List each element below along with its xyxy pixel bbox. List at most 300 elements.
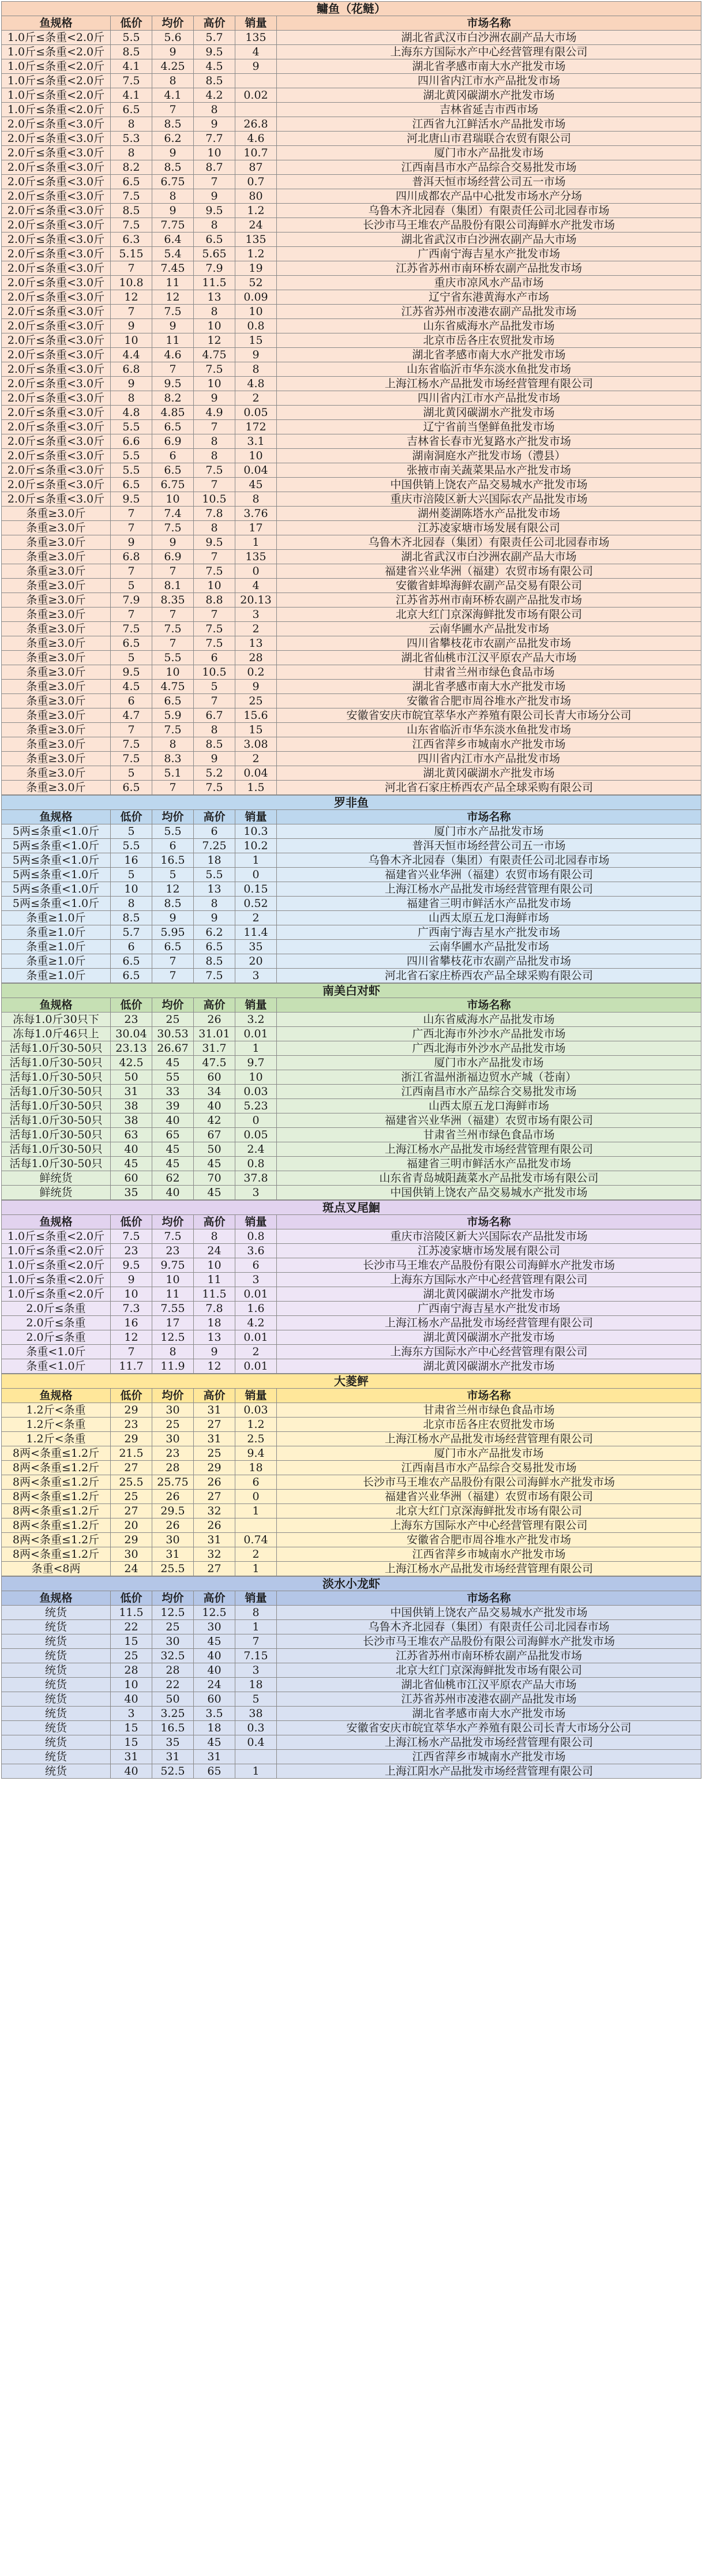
avg-price-cell: 5.5	[152, 651, 194, 665]
high-price-cell: 8	[194, 897, 235, 911]
avg-price-cell: 30.53	[152, 1027, 194, 1041]
spec-cell: 8两<条重≤1.2斤	[2, 1475, 111, 1490]
high-price-cell: 3.5	[194, 1707, 235, 1721]
spec-cell: 1.0斤≤条重<2.0斤	[2, 45, 111, 59]
spec-cell: 8两<条重≤1.2斤	[2, 1446, 111, 1461]
market-name-cell: 江西南昌市水产品综合交易批发市场	[277, 160, 701, 175]
avg-price-cell: 6.75	[152, 175, 194, 189]
spec-cell: 活每1.0斤30-50只	[2, 1142, 111, 1157]
avg-price-cell: 8	[152, 1345, 194, 1359]
high-price-cell: 6.5	[194, 233, 235, 247]
table-row	[2, 622, 701, 636]
high-price-cell: 45	[194, 1634, 235, 1649]
avg-price-cell: 9	[152, 911, 194, 925]
market-name-cell: 中国供销上饶农产品交易城水产批发市场	[277, 1186, 701, 1200]
avg-price-cell: 7	[152, 564, 194, 579]
header-row	[2, 1389, 701, 1403]
market-name-cell: 乌鲁木齐北园春（集团）有限责任公司北园春市场	[277, 1620, 701, 1634]
spec-cell: 条重≥3.0斤	[2, 550, 111, 564]
volume-cell: 3.6	[235, 1244, 277, 1258]
low-price-cell: 9	[111, 319, 152, 333]
high-price-cell: 6	[194, 824, 235, 839]
low-price-cell: 35	[111, 1186, 152, 1200]
low-price-cell: 7.5	[111, 737, 152, 752]
column-header-low: 低价	[111, 1389, 152, 1403]
high-price-cell: 30	[194, 1620, 235, 1634]
table-row	[2, 1070, 701, 1085]
market-name-cell: 江苏省苏州市凌港农副产品批发市场	[277, 1692, 701, 1707]
table-row	[2, 1359, 701, 1374]
market-name-cell: 甘肃省兰州市绿色食品市场	[277, 1128, 701, 1142]
volume-cell: 38	[235, 1707, 277, 1721]
high-price-cell: 7.5	[194, 564, 235, 579]
spec-cell: 1.0斤≤条重<2.0斤	[2, 1273, 111, 1287]
column-header-spec: 鱼规格	[2, 998, 111, 1013]
volume-cell: 3.08	[235, 737, 277, 752]
low-price-cell: 7	[111, 608, 152, 622]
high-price-cell: 8	[194, 103, 235, 117]
volume-cell: 10	[235, 1070, 277, 1085]
market-name-cell: 云南华圃水产品批发市场	[277, 622, 701, 636]
table-row	[2, 853, 701, 868]
high-price-cell: 7	[194, 478, 235, 492]
volume-cell: 2	[235, 1345, 277, 1359]
table-row	[2, 74, 701, 88]
table-row	[2, 897, 701, 911]
high-price-cell: 8.5	[194, 74, 235, 88]
low-price-cell: 4.4	[111, 348, 152, 362]
price-report	[1, 1, 701, 1779]
market-name-cell: 厦门市水产品批发市场	[277, 1446, 701, 1461]
low-price-cell: 29	[111, 1403, 152, 1418]
market-name-cell: 湖北黄冈碳湖水产批发市场	[277, 1359, 701, 1374]
market-name-cell: 乌鲁木齐北园春（集团）有限责任公司北园春市场	[277, 535, 701, 550]
table-row	[2, 1446, 701, 1461]
spec-cell: 8两<条重≤1.2斤	[2, 1518, 111, 1533]
high-price-cell: 9	[194, 117, 235, 132]
avg-price-cell: 9	[152, 319, 194, 333]
avg-price-cell: 16.5	[152, 853, 194, 868]
table-row	[2, 1649, 701, 1663]
column-header-spec: 鱼规格	[2, 16, 111, 31]
table-row	[2, 1316, 701, 1330]
market-name-cell: 长沙市马王堆农产品股份有限公司海鲜水产批发市场	[277, 218, 701, 233]
volume-cell: 0.4	[235, 1735, 277, 1750]
spec-cell: 1.0斤≤条重<2.0斤	[2, 1287, 111, 1302]
market-name-cell: 福建省兴业华洲（福建）农贸市场有限公司	[277, 1490, 701, 1504]
spec-cell: 5两≤条重<1.0斤	[2, 868, 111, 882]
table-row	[2, 218, 701, 233]
high-price-cell: 8	[194, 723, 235, 737]
low-price-cell: 10	[111, 882, 152, 897]
table-row	[2, 492, 701, 507]
column-header-high: 高价	[194, 16, 235, 31]
market-name-cell: 福建省三明市鲜活水产品批发市场	[277, 897, 701, 911]
high-price-cell: 5.65	[194, 247, 235, 261]
low-price-cell: 7	[111, 261, 152, 276]
volume-cell: 0.09	[235, 290, 277, 305]
volume-cell: 135	[235, 233, 277, 247]
high-price-cell: 7	[194, 608, 235, 622]
section-title: 淡水小龙虾	[2, 1577, 701, 1591]
market-name-cell: 长沙市马王堆农产品股份有限公司海鲜水产批发市场	[277, 1258, 701, 1273]
volume-cell: 8	[235, 1606, 277, 1620]
table-row	[2, 1099, 701, 1113]
volume-cell: 9	[235, 348, 277, 362]
volume-cell: 4	[235, 579, 277, 593]
high-price-cell: 26	[194, 1518, 235, 1533]
market-name-cell: 湖北省仙桃市江汉平原农产品大市场	[277, 1678, 701, 1692]
spec-cell: 2.0斤≤条重<3.0斤	[2, 305, 111, 319]
low-price-cell: 25.5	[111, 1475, 152, 1490]
volume-cell: 2	[235, 1547, 277, 1562]
spec-cell: 2.0斤≤条重<3.0斤	[2, 247, 111, 261]
avg-price-cell: 33	[152, 1085, 194, 1099]
header-row	[2, 998, 701, 1013]
market-name-cell: 湖北省孝感市南大水产批发市场	[277, 59, 701, 74]
volume-cell: 19	[235, 261, 277, 276]
table-row	[2, 1302, 701, 1316]
avg-price-cell: 11	[152, 333, 194, 348]
header-row	[2, 1591, 701, 1606]
market-name-cell: 厦门市水产品批发市场	[277, 1056, 701, 1070]
spec-cell: 2.0斤≤条重<3.0斤	[2, 233, 111, 247]
spec-cell: 统货	[2, 1606, 111, 1620]
spec-cell: 条重≥3.0斤	[2, 507, 111, 521]
high-price-cell: 10	[194, 146, 235, 160]
price-table	[1, 1576, 701, 1779]
avg-price-cell: 25	[152, 1620, 194, 1634]
avg-price-cell: 8	[152, 189, 194, 204]
table-row	[2, 651, 701, 665]
volume-cell: 52	[235, 276, 277, 290]
market-name-cell: 重庆市涪陵区新大兴国际农产品批发市场	[277, 492, 701, 507]
avg-price-cell: 8.35	[152, 593, 194, 608]
low-price-cell: 10	[111, 1678, 152, 1692]
market-name-cell: 四川成都农产品中心批发市场水产分场	[277, 189, 701, 204]
volume-cell: 2.5	[235, 1432, 277, 1446]
low-price-cell: 23	[111, 1244, 152, 1258]
volume-cell: 0.01	[235, 1359, 277, 1374]
low-price-cell: 31	[111, 1085, 152, 1099]
spec-cell: 条重≥3.0斤	[2, 579, 111, 593]
spec-cell: 2.0斤≤条重	[2, 1302, 111, 1316]
low-price-cell: 5	[111, 651, 152, 665]
spec-cell: 5两≤条重<1.0斤	[2, 824, 111, 839]
volume-cell: 1	[235, 1041, 277, 1056]
spec-cell: 条重<1.0斤	[2, 1359, 111, 1374]
table-row	[2, 1142, 701, 1157]
volume-cell: 0.05	[235, 1128, 277, 1142]
market-name-cell: 吉林省长春市光复路水产批发市场	[277, 434, 701, 449]
market-name-cell: 安徽省安庆市皖宜萃华水产养殖有限公司长青大市场分公司	[277, 708, 701, 723]
low-price-cell: 5.5	[111, 839, 152, 853]
table-row	[2, 1244, 701, 1258]
volume-cell: 3	[235, 1663, 277, 1678]
spec-cell: 8两<条重≤1.2斤	[2, 1504, 111, 1518]
spec-cell: 2.0斤≤条重<3.0斤	[2, 362, 111, 377]
volume-cell: 0.02	[235, 88, 277, 103]
low-price-cell: 7.5	[111, 189, 152, 204]
low-price-cell: 12	[111, 1330, 152, 1345]
volume-cell: 15	[235, 723, 277, 737]
market-name-cell: 湖北黄冈碳湖水产批发市场	[277, 88, 701, 103]
low-price-cell: 4.1	[111, 88, 152, 103]
high-price-cell: 9	[194, 911, 235, 925]
volume-cell: 10.3	[235, 824, 277, 839]
volume-cell: 5	[235, 1692, 277, 1707]
high-price-cell: 7.5	[194, 781, 235, 795]
avg-price-cell: 28	[152, 1663, 194, 1678]
table-row	[2, 535, 701, 550]
spec-cell: 5两≤条重<1.0斤	[2, 853, 111, 868]
market-name-cell: 湖北省武汉市白沙洲农副产品大市场	[277, 550, 701, 564]
volume-cell: 2.4	[235, 1142, 277, 1157]
volume-cell: 3.76	[235, 507, 277, 521]
volume-cell: 2	[235, 622, 277, 636]
volume-cell: 3	[235, 608, 277, 622]
volume-cell: 45	[235, 478, 277, 492]
market-name-cell: 福建省兴业华洲（福建）农贸市场有限公司	[277, 564, 701, 579]
avg-price-cell: 7.5	[152, 723, 194, 737]
table-row	[2, 1345, 701, 1359]
volume-cell: 0.05	[235, 406, 277, 420]
market-name-cell: 长沙市马王堆农产品股份有限公司海鲜水产批发市场	[277, 1475, 701, 1490]
spec-cell: 统货	[2, 1735, 111, 1750]
avg-price-cell: 7	[152, 362, 194, 377]
market-name-cell: 江西省萍乡市城南水产批发市场	[277, 737, 701, 752]
table-row	[2, 132, 701, 146]
table-row	[2, 1490, 701, 1504]
low-price-cell: 25	[111, 1649, 152, 1663]
avg-price-cell: 31	[152, 1547, 194, 1562]
volume-cell: 0.8	[235, 319, 277, 333]
high-price-cell: 31	[194, 1533, 235, 1547]
volume-cell: 25	[235, 694, 277, 708]
table-row	[2, 463, 701, 478]
high-price-cell: 4.9	[194, 406, 235, 420]
spec-cell: 条重≥3.0斤	[2, 737, 111, 752]
market-name-cell: 江西南昌市水产品综合交易批发市场	[277, 1461, 701, 1475]
high-price-cell: 9.5	[194, 204, 235, 218]
spec-cell: 条重<8两	[2, 1562, 111, 1576]
volume-cell: 37.8	[235, 1171, 277, 1186]
low-price-cell: 40	[111, 1142, 152, 1157]
high-price-cell: 45	[194, 1735, 235, 1750]
low-price-cell: 24	[111, 1562, 152, 1576]
column-header-avg: 均价	[152, 810, 194, 824]
market-name-cell: 中国供销上饶农产品交易城水产批发市场	[277, 478, 701, 492]
market-name-cell: 山东省威海水产品批发市场	[277, 1013, 701, 1027]
spec-cell: 条重≥3.0斤	[2, 694, 111, 708]
column-header-spec: 鱼规格	[2, 1389, 111, 1403]
avg-price-cell: 9.75	[152, 1258, 194, 1273]
low-price-cell: 6.5	[111, 175, 152, 189]
avg-price-cell: 5.9	[152, 708, 194, 723]
volume-cell: 0.7	[235, 175, 277, 189]
low-price-cell: 7	[111, 507, 152, 521]
volume-cell: 11.4	[235, 925, 277, 940]
spec-cell: 条重≥1.0斤	[2, 954, 111, 969]
low-price-cell: 6.5	[111, 969, 152, 983]
spec-cell: 条重≥1.0斤	[2, 911, 111, 925]
avg-price-cell: 7	[152, 103, 194, 117]
low-price-cell: 45	[111, 1157, 152, 1171]
table-row	[2, 362, 701, 377]
market-name-cell: 上海东方国际水产中心经营管理有限公司	[277, 45, 701, 59]
low-price-cell: 6.3	[111, 233, 152, 247]
market-name-cell: 河北省石家庄桥西农产品全球采购有限公司	[277, 781, 701, 795]
market-name-cell: 湖北黄冈碳湖水产批发市场	[277, 1330, 701, 1345]
market-name-cell: 云南华圃水产品批发市场	[277, 940, 701, 954]
volume-cell	[235, 74, 277, 88]
table-row	[2, 1692, 701, 1707]
market-name-cell: 上海东方国际水产中心经营管理有限公司	[277, 1345, 701, 1359]
table-row	[2, 117, 701, 132]
table-row	[2, 521, 701, 535]
spec-cell: 5两≤条重<1.0斤	[2, 839, 111, 853]
volume-cell: 15.6	[235, 708, 277, 723]
avg-price-cell: 7.4	[152, 507, 194, 521]
high-price-cell: 7	[194, 175, 235, 189]
market-name-cell: 山东省青岛城阳蔬菜水产品批发市场有限公司	[277, 1171, 701, 1186]
high-price-cell: 10.5	[194, 665, 235, 680]
column-header-volume: 销量	[235, 810, 277, 824]
spec-cell: 条重≥3.0斤	[2, 636, 111, 651]
spec-cell: 2.0斤≤条重<3.0斤	[2, 449, 111, 463]
table-row	[2, 1533, 701, 1547]
high-price-cell: 8	[194, 218, 235, 233]
high-price-cell: 8.5	[194, 954, 235, 969]
market-name-cell: 上海东方国际水产中心经营管理有限公司	[277, 1273, 701, 1287]
avg-price-cell: 7.5	[152, 1229, 194, 1244]
high-price-cell: 9	[194, 189, 235, 204]
market-name-cell: 广西南宁海吉星水产批发市场	[277, 925, 701, 940]
market-name-cell: 北京大红门京深海鲜批发市场有限公司	[277, 608, 701, 622]
avg-price-cell: 6.75	[152, 478, 194, 492]
market-name-cell: 重庆市涪陵区新大兴国际农产品批发市场	[277, 1229, 701, 1244]
low-price-cell: 63	[111, 1128, 152, 1142]
high-price-cell: 9.5	[194, 535, 235, 550]
high-price-cell: 9	[194, 752, 235, 766]
spec-cell: 1.0斤≤条重<2.0斤	[2, 103, 111, 117]
market-name-cell: 安徽省安庆市皖宜萃华水产养殖有限公司长青大市场分公司	[277, 1721, 701, 1735]
volume-cell: 3	[235, 1186, 277, 1200]
high-price-cell: 11.5	[194, 276, 235, 290]
low-price-cell: 7.5	[111, 1229, 152, 1244]
low-price-cell: 6	[111, 694, 152, 708]
spec-cell: 活每1.0斤30-50只	[2, 1113, 111, 1128]
spec-cell: 2.0斤≤条重<3.0斤	[2, 132, 111, 146]
table-row	[2, 824, 701, 839]
volume-cell: 0.15	[235, 882, 277, 897]
spec-cell: 2.0斤≤条重<3.0斤	[2, 391, 111, 406]
low-price-cell: 12	[111, 290, 152, 305]
table-row	[2, 189, 701, 204]
high-price-cell: 70	[194, 1171, 235, 1186]
volume-cell: 3	[235, 1273, 277, 1287]
table-row	[2, 593, 701, 608]
low-price-cell: 4.5	[111, 680, 152, 694]
price-table	[1, 1200, 701, 1374]
high-price-cell: 60	[194, 1692, 235, 1707]
high-price-cell: 8	[194, 521, 235, 535]
table-row	[2, 1273, 701, 1287]
avg-price-cell: 8.5	[152, 117, 194, 132]
volume-cell: 4.2	[235, 1316, 277, 1330]
low-price-cell: 9	[111, 1273, 152, 1287]
spec-cell: 统货	[2, 1692, 111, 1707]
column-header-low: 低价	[111, 1591, 152, 1606]
spec-cell: 2.0斤≤条重<3.0斤	[2, 434, 111, 449]
spec-cell: 活每1.0斤30-50只	[2, 1099, 111, 1113]
spec-cell: 条重≥1.0斤	[2, 969, 111, 983]
low-price-cell: 5	[111, 868, 152, 882]
avg-price-cell: 26	[152, 1490, 194, 1504]
low-price-cell: 42.5	[111, 1056, 152, 1070]
avg-price-cell: 25.75	[152, 1475, 194, 1490]
table-row	[2, 333, 701, 348]
low-price-cell: 28	[111, 1663, 152, 1678]
market-name-cell: 普洱天恒市场经营公司五一市场	[277, 839, 701, 853]
market-name-cell: 安徽省合肥市周谷堆水产批发市场	[277, 694, 701, 708]
high-price-cell: 60	[194, 1070, 235, 1085]
spec-cell: 2.0斤≤条重<3.0斤	[2, 204, 111, 218]
high-price-cell: 50	[194, 1142, 235, 1157]
avg-price-cell: 10	[152, 665, 194, 680]
avg-price-cell: 23	[152, 1244, 194, 1258]
high-price-cell: 26	[194, 1013, 235, 1027]
market-name-cell: 山西太原五龙口海鲜市场	[277, 911, 701, 925]
high-price-cell: 31.7	[194, 1041, 235, 1056]
high-price-cell: 27	[194, 1490, 235, 1504]
market-name-cell: 乌鲁木齐北园春（集团）有限责任公司北园春市场	[277, 853, 701, 868]
volume-cell: 3.1	[235, 434, 277, 449]
table-row	[2, 665, 701, 680]
spec-cell: 1.0斤≤条重<2.0斤	[2, 1229, 111, 1244]
spec-cell: 条重≥3.0斤	[2, 651, 111, 665]
column-header-market: 市场名称	[277, 810, 701, 824]
avg-price-cell: 10	[152, 492, 194, 507]
market-name-cell: 福建省兴业华洲（福建）农贸市场有限公司	[277, 1113, 701, 1128]
avg-price-cell: 6	[152, 449, 194, 463]
volume-cell: 9	[235, 680, 277, 694]
low-price-cell: 5.5	[111, 449, 152, 463]
volume-cell: 35	[235, 940, 277, 954]
high-price-cell: 8	[194, 434, 235, 449]
high-price-cell: 8.8	[194, 593, 235, 608]
avg-price-cell: 8	[152, 737, 194, 752]
volume-cell: 4.8	[235, 377, 277, 391]
high-price-cell: 8	[194, 449, 235, 463]
spec-cell: 2.0斤≤条重	[2, 1316, 111, 1330]
column-header-avg: 均价	[152, 998, 194, 1013]
spec-cell: 2.0斤≤条重<3.0斤	[2, 146, 111, 160]
volume-cell: 10.7	[235, 146, 277, 160]
avg-price-cell: 9	[152, 146, 194, 160]
low-price-cell: 9	[111, 535, 152, 550]
market-name-cell: 北京大红门京深海鲜批发市场有限公司	[277, 1504, 701, 1518]
spec-cell: 8两<条重≤1.2斤	[2, 1547, 111, 1562]
low-price-cell: 40	[111, 1764, 152, 1779]
section-title: 鳙鱼（花鲢）	[2, 2, 701, 16]
low-price-cell: 4.7	[111, 708, 152, 723]
avg-price-cell: 7	[152, 636, 194, 651]
spec-cell: 2.0斤≤条重<3.0斤	[2, 319, 111, 333]
high-price-cell: 8	[194, 305, 235, 319]
high-price-cell: 18	[194, 853, 235, 868]
volume-cell: 8	[235, 492, 277, 507]
